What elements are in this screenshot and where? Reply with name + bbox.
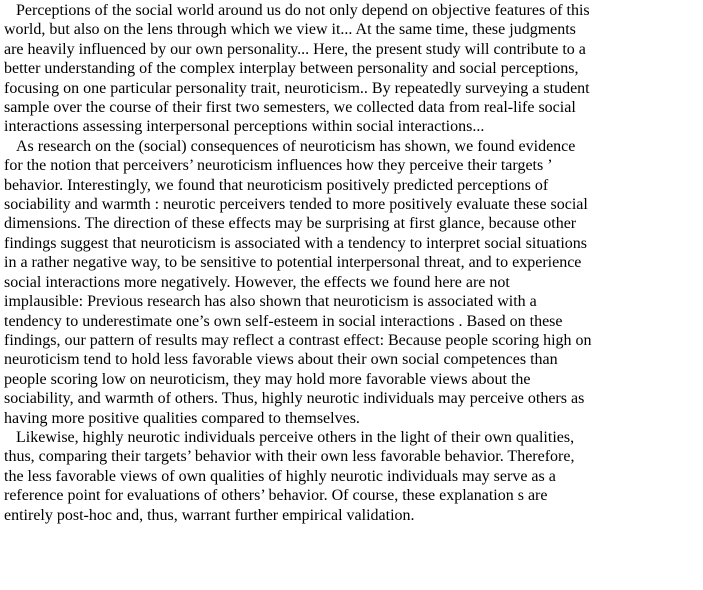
document-body (4, 1, 700, 525)
paragraph-2: As research on the (social) consequences of neuroticism has shown, we found evidence for the notion that perceivers’ neuroticism influences how they perceive their targets ’ behavior. Interestingly, we found that neuroticism positively predicted perceptions of sociability and warmth : neurotic perceivers tended to more positively evaluate these social dimensions. The direction of these effects may be surprising at first glance, because other findings suggest that neuroticism is associated with a tendency to interpret social situations in a rather negative way, to be sensitive to potential interpersonal threat, and to experience social interactions more negatively. However, the effects we found here are not implausible: Previous research has also shown that neuroticism is associated with a tendency to underestimate one’s own self-esteem in social interactions . Based on these findings, our pattern of results may reflect a contrast effect: Because people scoring high on neuroticism tend to hold less favorable views about their own social competences than people scoring low on neuroticism, they may hold more favorable views about the sociability, and warmth of others. Thus, highly neurotic individuals may perceive others as having more positive qualities compared to themselves. (4, 137, 592, 427)
paragraph-3: Likewise, highly neurotic individuals perceive others in the light of their own qualities, thus, comparing their targets’ behavior with their own less favorable behavior. Therefore, the less favorable views of own qualities of highly neurotic individuals may serve as a reference point for evaluations of others’ behavior. Of course, these explanation s are entirely post-hoc and, thus, warrant further empirical validation. (4, 428, 575, 524)
paragraph-1: Perceptions of the social world around us do not only depend on objective features of this world, but also on the lens through which we view it... At the same time, these judgments are heavily influenced by our own personality... Here, the present study will contribute to a better understanding of the complex interplay between personality and social perceptions, focusing on one particular personality trait, neuroticism.. By repeatedly surveying a student sample over the course of their first two semesters, we collected data from real-life social interactions assessing interpersonal perceptions within social interactions... (4, 2, 590, 136)
